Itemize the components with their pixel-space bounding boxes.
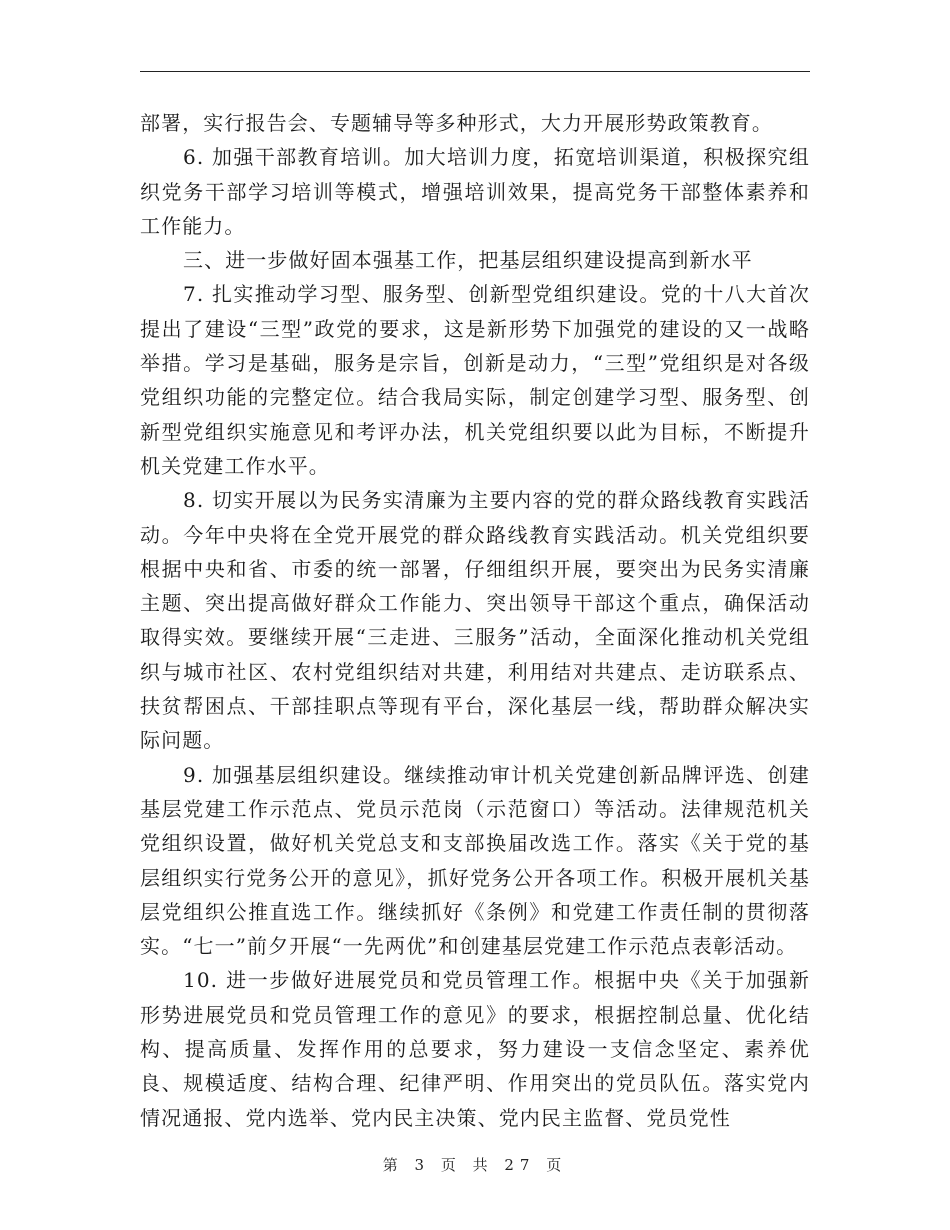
section-heading-3: 三、进一步做好固本强基工作，把基层组织建设提高到新水平: [183, 248, 753, 273]
paragraph-item-9: 9. 加强基层组织建设。继续推动审计机关党建创新品牌评选、创建基层党建工作示范点、党员示范岗（示范窗口）等活动。法律规范机关党组织设置，做好机关党总支和支部换届改选工作。落实《关于党的基层组织实行党务公开的意见》，抓好党务公开各项工作。积极开展机关基层党组织公推直选工作。继续抓好《条例》和党建工作责任制的贯彻落实。“七一”前夕开展“一先两优”和创建基层党建工作示范点表彰活动。: [140, 762, 810, 959]
paragraph-item-6: 6. 加强干部教育培训。加大培训力度，拓宽培训渠道，积极探究组织党务干部学习培训等模式，增强培训效果，提高党务干部整体素养和工作能力。: [140, 145, 810, 238]
header-rule: [140, 71, 810, 72]
document-body: [140, 106, 810, 1135]
page-number-footer: 第 3 页 共 27 页: [382, 1156, 568, 1174]
paragraph-continuation: 部署，实行报告会、专题辅导等多种形式，大力开展形势政策教育。: [140, 111, 773, 135]
paragraph-item-10: 10. 进一步做好进展党员和党员管理工作。根据中央《关于加强新形势进展党员和党员管理工作的意见》的要求，根据控制总量、优化结构、提高质量、发挥作用的总要求，努力建设一支信念坚定、素养优良、规模适度、结构合理、纪律严明、作用突出的党员队伍。落实党内情况通报、党内选举、党内民主决策、党内民主监督、党员党性: [140, 968, 810, 1130]
paragraph-item-7: 7. 扎实推动学习型、服务型、创新型党组织建设。党的十八大首次提出了建设“三型”政党的要求，这是新形势下加强党的建设的又一战略举措。学习是基础，服务是宗旨，创新是动力，“三型”党组织是对各级党组织功能的完整定位。结合我局实际，制定创建学习型、服务型、创新型党组织实施意见和考评办法，机关党组织要以此为目标，不断提升机关党建工作水平。: [140, 282, 810, 478]
paragraph-item-8: 8. 切实开展以为民务实清廉为主要内容的党的群众路线教育实践活动。今年中央将在全党开展党的群众路线教育实践活动。机关党组织要根据中央和省、市委的统一部署，仔细组织开展，要突出为民务实清廉主题、突出提高做好群众工作能力、突出领导干部这个重点，确保活动取得实效。要继续开展“三走进、三服务”活动，全面深化推动机关党组织与城市社区、农村党组织结对共建，利用结对共建点、走访联系点、扶贫帮困点、干部挂职点等现有平台，深化基层一线，帮助群众解决实际问题。: [140, 488, 810, 753]
